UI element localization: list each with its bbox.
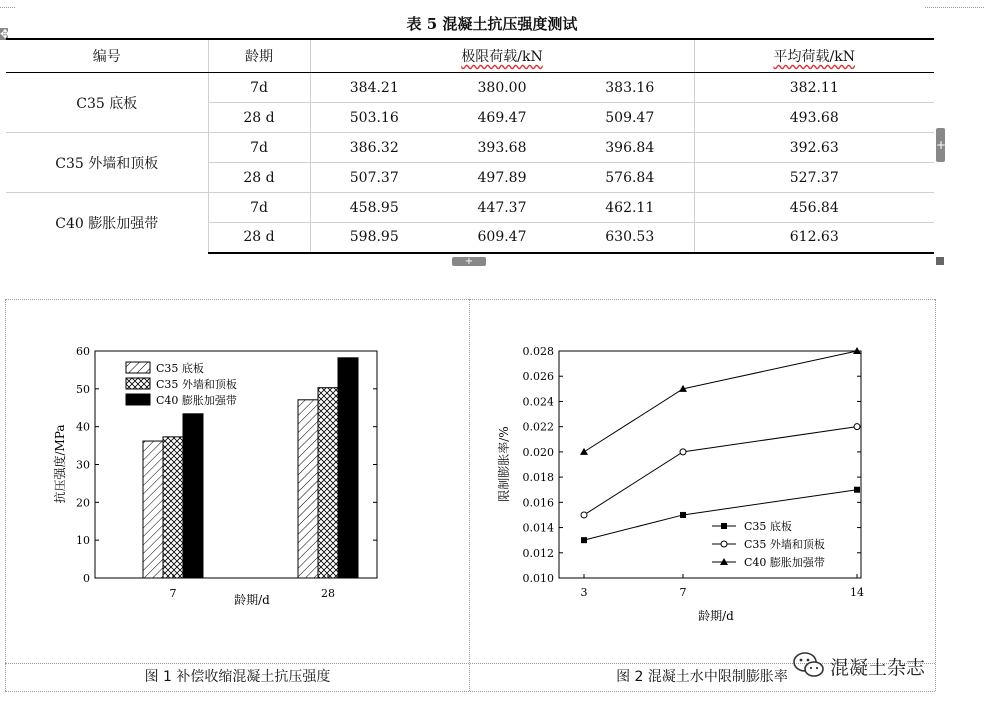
group-name: C35 外墙和顶板 [6, 133, 208, 193]
average-cell: 392.63 [694, 133, 934, 163]
y-tick-label: 0 [83, 572, 90, 585]
compressive-strength-bar-chart [6, 300, 468, 662]
load-cell: 396.84 [566, 133, 694, 163]
table-title: 表 5 混凝土抗压强度测试 [406, 15, 578, 33]
point [581, 512, 587, 518]
wechat-icon [792, 650, 826, 680]
y-tick-label: 40 [76, 420, 90, 434]
y-tick-label: 0.028 [522, 345, 554, 358]
header-id: 编号 [6, 39, 208, 73]
y-tick-label: 0.016 [522, 496, 554, 510]
y-tick-label: 50 [76, 382, 90, 396]
x-tick-label: 7 [679, 586, 687, 599]
bar [298, 400, 318, 578]
point [580, 448, 588, 455]
x-tick-label: 28 [321, 587, 335, 600]
load-cell: 380.00 [477, 79, 527, 96]
y-tick-label: 60 [76, 345, 90, 358]
header-age: 龄期 [208, 39, 310, 73]
load-cell: 447.37 [438, 193, 566, 223]
point [721, 523, 727, 529]
series-line [584, 490, 857, 540]
load-cell: 497.89 [438, 163, 566, 193]
legend-swatch [126, 394, 150, 405]
figure-2-caption: 图 2 混凝土水中限制膨胀率 [616, 669, 788, 685]
bar [338, 358, 358, 578]
point [854, 487, 860, 493]
add-column-button[interactable]: + [936, 128, 945, 162]
load-cell: 609.47 [438, 223, 566, 253]
line-chart-series [580, 347, 861, 543]
bar [163, 437, 183, 578]
figure-1-caption: 图 1 补偿收缩混凝土抗压强度 [144, 669, 331, 685]
load-cell: 386.32 [310, 133, 438, 163]
watermark-text: 混凝土杂志 [830, 657, 926, 679]
series-line [584, 351, 857, 452]
age-cell: 7d [208, 73, 310, 103]
average-cell: 493.68 [694, 103, 934, 133]
point [721, 541, 727, 547]
add-row-button[interactable]: + [452, 257, 486, 266]
y-tick-label: 30 [76, 458, 90, 472]
legend-label: C40 膨胀加强带 [156, 394, 237, 407]
x-axis-label: 龄期/d [698, 609, 734, 623]
figure-frame-bottom [5, 691, 935, 692]
header-ultimate-load [310, 39, 694, 73]
page-boundary-mark [925, 7, 984, 8]
line-chart-axes [496, 345, 864, 623]
age-cell: 28 d [208, 163, 310, 193]
x-tick-label: 14 [850, 586, 864, 599]
group-name: C40 膨胀加强带 [6, 193, 208, 253]
page-boundary-mark [0, 7, 15, 8]
y-tick-label: 0.018 [522, 471, 554, 485]
group-name: C35 底板 [76, 95, 138, 112]
y-tick-label: 20 [76, 496, 90, 510]
x-tick-label: 7 [169, 587, 177, 600]
legend-label: C35 底板 [744, 520, 792, 533]
load-cell: 503.16 [310, 103, 438, 133]
strength-table [6, 38, 934, 254]
expansion-rate-line-chart [470, 300, 934, 662]
y-axis-label: 抗压强度/MPa [53, 424, 67, 504]
load-cell: 469.47 [438, 103, 566, 133]
y-tick-label: 0.020 [522, 445, 554, 459]
load-cell: 393.68 [438, 133, 566, 163]
average-cell: 456.84 [694, 193, 934, 223]
x-tick-label: 3 [580, 586, 588, 599]
y-tick-label: 10 [76, 534, 90, 548]
load-cell: 458.95 [310, 193, 438, 223]
y-tick-label: 0.014 [522, 521, 554, 535]
load-cell: 509.47 [566, 103, 694, 133]
y-tick-label: 0.012 [522, 546, 554, 560]
load-cell: 630.53 [566, 223, 694, 253]
y-axis-label: 限制膨胀率/% [497, 426, 511, 502]
table-move-handle[interactable]: ✥ [0, 27, 11, 41]
table-row [6, 193, 934, 223]
average-cell: 612.63 [694, 223, 934, 253]
bar [318, 388, 338, 578]
y-tick-label: 0.026 [522, 370, 554, 384]
y-tick-label: 0.024 [522, 395, 554, 409]
header-average-load [694, 39, 934, 73]
header-ultimate-load-text: 极限荷载/kN [461, 49, 543, 65]
point [854, 424, 860, 430]
legend-label: C40 膨胀加强带 [744, 556, 825, 569]
load-cell: 384.21 [310, 73, 438, 103]
legend-label: C35 底板 [156, 362, 204, 375]
load-cell: 462.11 [566, 193, 694, 223]
legend-swatch [126, 378, 150, 389]
age-cell: 28 d [208, 103, 310, 133]
point [581, 537, 587, 543]
legend-swatch [126, 362, 150, 373]
average-cell: 382.11 [694, 73, 934, 103]
table-row [6, 73, 934, 103]
age-cell: 28 d [208, 223, 310, 253]
watermark [792, 648, 972, 682]
legend-label: C35 外墙和顶板 [156, 378, 237, 391]
bar-chart-legend [126, 361, 237, 407]
figure-frame-right [935, 299, 936, 691]
age-cell: 7d [208, 133, 310, 163]
table-resize-handle[interactable] [936, 257, 944, 265]
series-line [584, 427, 857, 515]
legend-label: C35 外墙和顶板 [744, 538, 825, 551]
point [680, 512, 686, 518]
average-cell: 527.37 [694, 163, 934, 193]
bar [143, 441, 163, 578]
table-row [6, 133, 934, 163]
x-axis-label: 龄期/d [234, 593, 270, 607]
load-cell: 383.16 [605, 79, 655, 96]
header-average-load-text: 平均荷载/kN [773, 49, 855, 65]
bar [183, 414, 203, 578]
load-cell: 576.84 [566, 163, 694, 193]
line-chart-legend [712, 519, 825, 569]
age-cell: 7d [208, 193, 310, 223]
load-cell: 598.95 [310, 223, 438, 253]
load-cell: 507.37 [310, 163, 438, 193]
point [680, 449, 686, 455]
y-tick-label: 0.010 [522, 572, 554, 585]
y-tick-label: 0.022 [522, 420, 554, 434]
